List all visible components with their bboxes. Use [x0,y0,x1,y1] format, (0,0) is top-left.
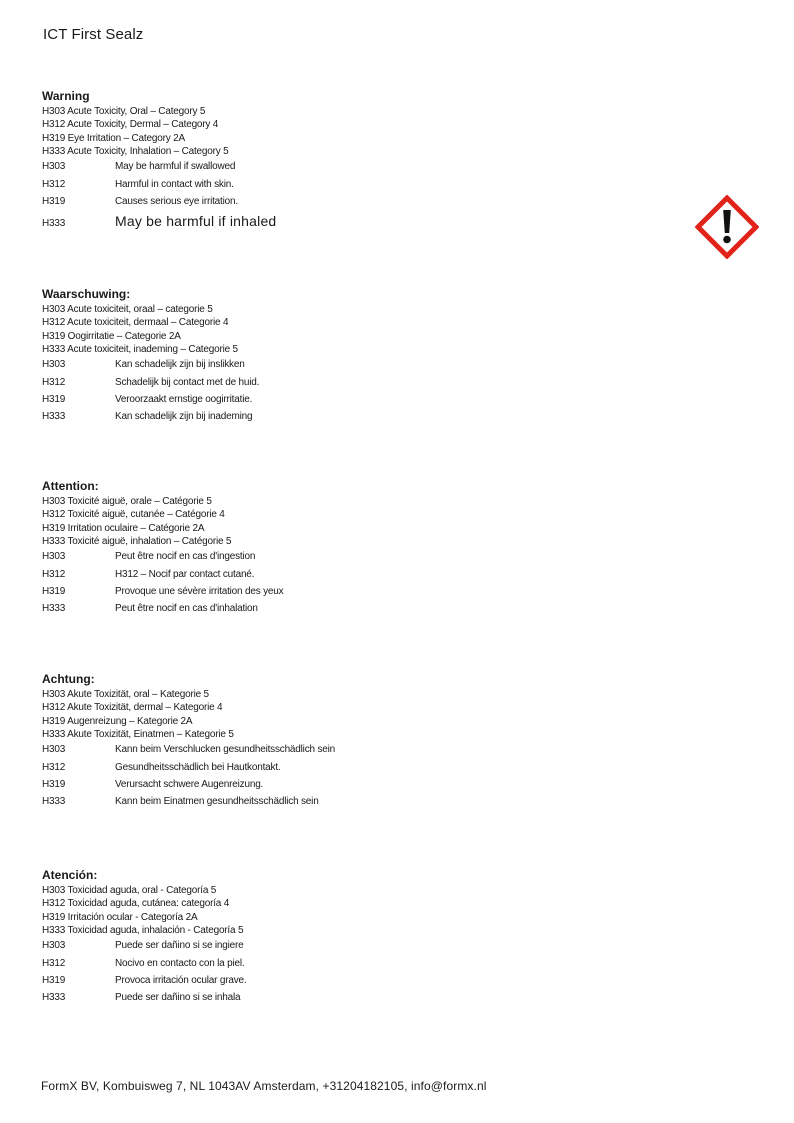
hazard-classification: H303 Toxicité aiguë, orale – Catégorie 5 [42,496,212,507]
hazard-statement-row [42,411,642,428]
statement-code: H333 [42,411,66,423]
company-contact-footer: FormX BV, Kombuisweg 7, NL 1043AV Amsterdam, +31204182105, info@formx.nl [41,1079,487,1093]
statement-code: H333 [42,603,66,615]
statement-text: Causes serious eye irritation. [115,195,238,207]
hazard-statement-row [42,179,642,196]
statement-text: Kan schadelijk zijn bij inademing [115,411,253,423]
statement-text: Nocivo en contacto con la piel. [115,957,245,969]
section-heading: Atención: [42,868,98,882]
statement-code: H333 [42,218,66,230]
hazard-section-english [42,89,642,231]
statement-text: Provoca irritación ocular grave. [115,974,247,986]
hazard-classification: H333 Acute toxiciteit, inademing – Categorie 5 [42,343,238,355]
hazard-statement-row [42,551,642,568]
statement-code: H303 [42,744,66,756]
hazard-classification: H303 Akute Toxizität, oral – Kategorie 5 [42,689,209,700]
statement-code: H319 [42,974,66,986]
statement-code: H303 [42,551,66,563]
hazard-classification: H312 Toxicidad aguda, cutánea: categoría 4 [42,898,230,910]
statement-code: H303 [42,161,66,173]
statement-code: H319 [42,195,66,207]
hazard-classification-list [42,688,642,741]
statement-text: Verursacht schwere Augenreizung. [115,778,264,790]
statement-code: H319 [42,778,66,790]
hazard-statement-row [42,377,642,394]
statement-text: Kann beim Einatmen gesundheitsschädlich sein [115,796,319,808]
statement-code: H319 [42,585,66,597]
statement-text: Kan schadelijk zijn bij inslikken [115,359,245,371]
hazard-statement-row [42,992,642,1009]
statement-code: H319 [42,393,66,405]
statement-text: Harmful in contact with skin. [115,178,234,190]
hazard-statement-row [42,196,642,213]
hazard-section-french [42,479,642,621]
hazard-statement-row [42,569,642,586]
statement-text: May be harmful if swallowed [115,161,236,173]
hazard-classification-list [42,303,642,356]
statement-text: Gesundheitsschädlich bei Hautkontakt. [115,761,281,773]
statement-code: H303 [42,359,66,371]
hazard-statement-row [42,975,642,992]
statement-text: May be harmful if inhaled [115,213,277,230]
section-heading: Attention: [42,479,99,493]
hazard-statement-row [42,213,642,230]
hazard-classification: H319 Irritación ocular - Categoría 2A [42,911,198,923]
hazard-statement-row [42,603,642,620]
document-title: ICT First Sealz [43,26,144,43]
statement-text: Peut être nocif en cas d'ingestion [115,551,256,563]
hazard-statement-row [42,940,642,957]
statement-code: H312 [42,568,66,580]
hazard-classification: H312 Acute Toxicity, Dermal – Category 4 [42,119,219,131]
hazard-statement-row [42,796,642,813]
hazard-statement-row [42,779,642,796]
hazard-statement-row [42,762,642,779]
hazard-classification: H333 Toxicité aiguë, inhalation – Catégorie 5 [42,535,232,547]
hazard-statement-row [42,161,642,178]
hazard-classification: H303 Toxicidad aguda, oral - Categoría 5 [42,885,217,896]
hazard-statement-row [42,359,642,376]
hazard-statement-row [42,744,642,761]
hazard-classification: H312 Akute Toxizität, dermal – Kategorie 4 [42,702,223,714]
hazard-classification-list [42,105,642,158]
statement-text: Provoque une sévère irritation des yeux [115,585,284,597]
statement-code: H312 [42,178,66,190]
hazard-classification: H319 Augenreizung – Kategorie 2A [42,715,193,727]
statement-code: H333 [42,796,66,808]
statement-text: Puede ser dañino si se inhala [115,992,241,1004]
statement-code: H312 [42,376,66,388]
hazard-section-spanish [42,868,642,1010]
section-heading: Warning [42,89,90,103]
hazard-classification: H312 Acute toxiciteit, dermaal – Categorie 4 [42,317,229,329]
hazard-classification: H333 Acute Toxicity, Inhalation – Category 5 [42,145,229,157]
hazard-classification: H333 Akute Toxizität, Einatmen – Kategorie 5 [42,728,234,740]
section-heading: Waarschuwing: [42,287,131,301]
hazard-statement-row [42,394,642,411]
statement-text: Puede ser dañino si se ingiere [115,940,244,952]
hazard-section-dutch [42,287,642,429]
hazard-classification: H319 Oogirritatie – Categorie 2A [42,330,181,342]
statement-text: Peut être nocif en cas d'inhalation [115,603,258,615]
statement-code: H303 [42,940,66,952]
statement-text: H312 – Nocif par contact cutané. [115,568,255,580]
statement-text: Schadelijk bij contact met de huid. [115,376,260,388]
hazard-statement-row [42,958,642,975]
hazard-classification-list [42,495,642,548]
statement-text: Veroorzaakt ernstige oogirritatie. [115,393,253,405]
statement-code: H312 [42,761,66,773]
hazard-classification: H303 Acute Toxicity, Oral – Category 5 [42,106,206,117]
exclamation-mark-hazard-icon [695,195,759,259]
hazard-classification: H303 Acute toxiciteit, oraal – categorie 5 [42,304,213,315]
hazard-classification-list [42,884,642,937]
hazard-classification: H333 Toxicidad aguda, inhalación - Categoría 5 [42,924,244,936]
section-heading: Achtung: [42,672,95,686]
hazard-classification: H312 Toxicité aiguë, cutanée – Catégorie 4 [42,509,225,521]
statement-code: H333 [42,992,66,1004]
hazard-classification: H319 Eye Irritation – Category 2A [42,132,185,144]
statement-code: H312 [42,957,66,969]
hazard-statement-row [42,586,642,603]
hazard-classification: H319 Irritation oculaire – Catégorie 2A [42,522,205,534]
hazard-section-german [42,672,642,814]
statement-text: Kann beim Verschlucken gesundheitsschädlich sein [115,744,335,756]
